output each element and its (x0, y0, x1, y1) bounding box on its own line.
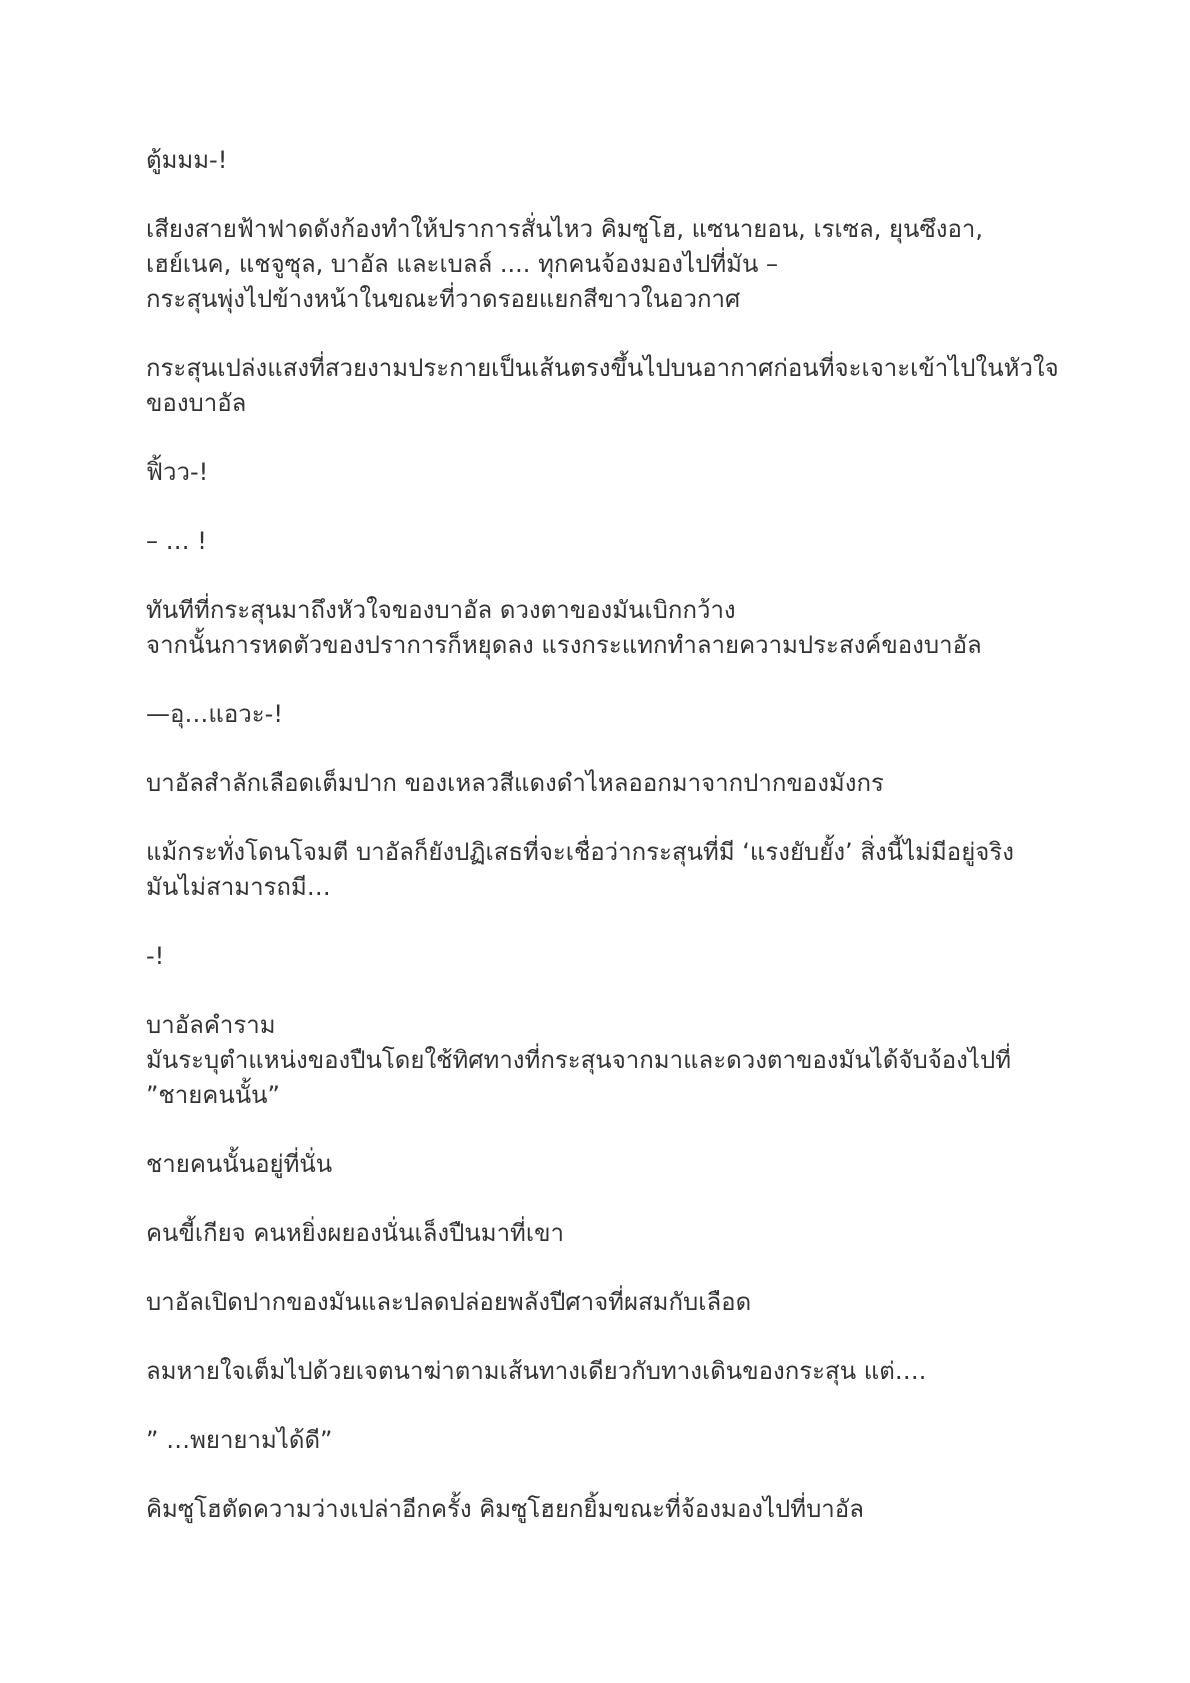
paragraph (146, 455, 1066, 490)
paragraph (146, 835, 1066, 905)
text-line: บาอัลสำลักเลือดเต็มปาก ของเหลวสีแดงดำไหลออกมาจากปากของมังกร (146, 769, 884, 797)
text-line: -! (146, 942, 165, 970)
text-line: ชายคนนั้นอยู่ที่นั่น (146, 1150, 333, 1178)
paragraph (146, 939, 1066, 974)
text-line: ของบาอัล (146, 389, 247, 417)
text-line: มันระบุตำแหน่งของปืนโดยใช้ทิศทางที่กระสุนจากมาและดวงตาของมันได้จับจ้องไปที่ (146, 1046, 1012, 1074)
text-line: ตู้มมม-! (146, 146, 228, 174)
text-line: – … ! (146, 527, 207, 555)
text-line: —อุ…แอวะ-! (146, 700, 283, 728)
paragraph (146, 1492, 1066, 1527)
text-line: จากนั้นการหดตัวของปราการก็หยุดลง แรงกระแทกทำลายความประสงค์ของบาอัล (146, 631, 982, 659)
text-line: แม้กระทั่งโดนโจมตี บาอัลก็ยังปฏิเสธที่จะเชื่อว่ากระสุนที่มี ‘แรงยับยั้ง’ สิ่งนี้ไม่มีอยู่จริง (146, 838, 1014, 866)
paragraph (146, 351, 1066, 421)
paragraph (146, 593, 1066, 663)
paragraph (146, 1423, 1066, 1458)
text-line: ” …พยายามได้ดี” (146, 1426, 333, 1454)
paragraph (146, 766, 1066, 801)
text-line: ทันทีที่กระสุนมาถึงหัวใจของบาอัล ดวงตาของมันเบิกกว้าง (146, 596, 736, 624)
document-body (146, 143, 1066, 1561)
text-line: กระสุนเปล่งแสงที่สวยงามประกายเป็นเส้นตรงขึ้นไปบนอากาศก่อนที่จะเจาะเข้าไปในหัวใจ (146, 354, 1059, 382)
text-line: บาอัลเปิดปากของมันและปลดปล่อยพลังปีศาจที่ผสมกับเลือด (146, 1288, 752, 1316)
text-line: มันไม่สามารถมี… (146, 873, 331, 901)
text-line: คิมซูโฮตัดความว่างเปล่าอีกครั้ง คิมซูโฮยกยิ้มขณะที่จ้องมองไปที่บาอัล (146, 1495, 864, 1523)
text-line: เสียงสายฟ้าฟาดดังก้องทำให้ปราการสั่นไหว คิมซูโฮ, แซนายอน, เรเซล, ยุนซึงอา, (146, 215, 983, 243)
text-line: ฟิ้วว-! (146, 458, 209, 486)
paragraph (146, 524, 1066, 559)
text-line: เฮย์เนค, แชจูซุล, บาอัล และเบลล์ .... ทุกคนจ้องมองไปที่มัน – (146, 250, 779, 278)
paragraph (146, 1285, 1066, 1320)
paragraph (146, 212, 1066, 317)
text-line: ลมหายใจเต็มไปด้วยเจตนาฆ่าตามเส้นทางเดียวกับทางเดินของกระสุน แต่…. (146, 1357, 927, 1385)
text-line: ”ชายคนนั้น” (146, 1081, 280, 1109)
paragraph (146, 1147, 1066, 1182)
text-line: กระสุนพุ่งไปข้างหน้าในขณะที่วาดรอยแยกสีขาวในอวกาศ (146, 285, 741, 313)
text-line: คนขี้เกียจ คนหยิ่งผยองนั่นเล็งปืนมาที่เขา (146, 1219, 564, 1247)
paragraph (146, 1354, 1066, 1389)
paragraph (146, 1008, 1066, 1113)
text-line: บาอัลคำราม (146, 1011, 276, 1039)
paragraph (146, 143, 1066, 178)
paragraph (146, 697, 1066, 732)
paragraph (146, 1216, 1066, 1251)
